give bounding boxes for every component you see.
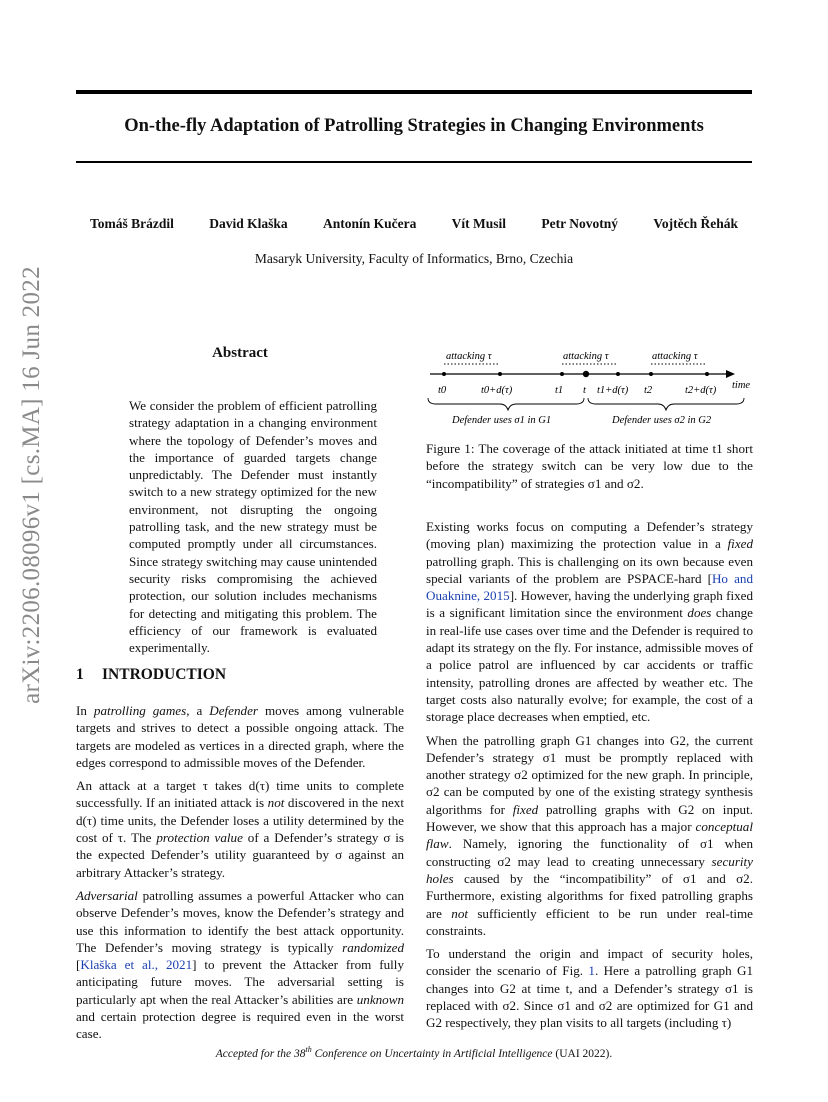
paragraph: Existing works focus on computing a Defender’s strategy (moving plan) maximizing the protection value in a fixed patrolling graph. This is challenging on its own because even special variants of the problem are PSPACE-hard [Ho and Ouaknine, 2015]. However, having the underlying graph fixed is a significant limitation since the environment does change in real-life use cases over time and the Defender is required to adapt its strategy on the fly. For instance, admissible moves of a police patrol are influenced by car accidents or traffic intensity, patrolling drones are affected by weather etc. The target costs also naturally evolve; for example, the cost of a storage place decreases when emptied, etc. (426, 519, 754, 725)
figure-link[interactable]: 1 (588, 963, 595, 979)
timeline-figure (426, 342, 753, 432)
abstract-heading: Abstract (212, 345, 268, 361)
switch-dot (583, 371, 589, 377)
axis-arrow (726, 370, 735, 378)
affiliation: Masaryk University, Faculty of Informatics, Brno, Czechia (254, 251, 574, 266)
author: Tomáš Brázdil (90, 216, 174, 231)
brace-right (588, 398, 744, 410)
tick-dot (705, 372, 709, 376)
paragraph: When the patrolling graph G1 changes into G2, the current Defender’s strategy σ1 must be promptly replaced with another strategy σ2 optimized for the new graph. In principle, σ2 can be computed by one of the existing strategy synthesis algorithms for fixed patrolling graphs with G2 on input. However, we show that this approach has a major conceptual flaw. Namely, ignoring the functionality of σ1 when constructing σ2 may lead to creating unnecessary security holes caused by the “incompatibility” of σ1 and σ2. Furthermore, existing algorithms for fixed patrolling graphs are not sufficiently efficient to be run under real-time constraints. (426, 732, 753, 938)
paragraph: Adversarial patrolling assumes a powerful Attacker who can observe Defender’s moves, know the Defender’s strategy and use this information to identify the best attack opportunity. The Defender’s moving strategy is typically randomized [Klaška et al., 2021] to prevent the Attacker from fully anticipating future moves. The adversarial setting is particularly apt when the real Attacker’s abilities are unknown and certain protection degree is required even in the worst case. (76, 887, 404, 1042)
top-rule (76, 90, 752, 94)
author: Vojtěch Řehák (653, 216, 738, 231)
section-heading (76, 666, 226, 684)
title-rule (76, 161, 752, 163)
brace-left-label: Defender uses σ1 in G1 (452, 415, 552, 426)
arxiv-stamp (12, 266, 52, 704)
paragraph: In patrolling games, a Defender moves among vulnerable targets and strives to detect a possible ongoing attack. The targets are modeled as vertices in a directed graph, where the edges correspond to admissible moves of the Defender. (76, 703, 404, 770)
footer-note: Accepted for the 38th Conference on Uncertainty in Artificial Intelligence (UAI 2022). (215, 1045, 613, 1060)
author-list (76, 216, 752, 232)
tick-label: t0+d(τ) (481, 385, 513, 396)
tick-dot (442, 372, 446, 376)
author: Vít Musil (451, 216, 507, 231)
attack-label: attacking τ (446, 351, 492, 362)
section-number: 1 (76, 666, 84, 683)
paper-title: On-the-fly Adaptation of Patrolling Strategies in Changing Environments (124, 116, 704, 136)
author: Petr Novotný (541, 216, 619, 231)
paragraph: To understand the origin and impact of security holes, consider the scenario of Fig. 1. Here a patrolling graph G1 changes into G2 at time t, and a Defender’s strategy σ1 is replaced with σ2. Since σ1 and σ2 are optimized for G1 and G2 respectively, they plan visits to all targets (including τ) (426, 946, 753, 1031)
time-label: time (732, 380, 751, 391)
right-column-body (426, 518, 753, 1038)
tick-label: t2 (644, 385, 653, 396)
tick-dot (649, 372, 653, 376)
section-title: INTRODUCTION (102, 666, 227, 683)
author: David Klaška (209, 216, 288, 231)
tick-label: t2+d(τ) (685, 385, 717, 396)
paragraph: An attack at a target τ takes d(τ) time units to complete successfully. If an initiated attack is not discovered in the next d(τ) time units, the Defender loses a utility determined by the cost of τ. The protection value of a Defender’s strategy σ is the expected Defender’s utility guaranteed by σ against an arbitrary Attacker’s strategy. (76, 778, 404, 880)
tick-dot (498, 372, 502, 376)
author: Antonín Kučera (322, 216, 417, 231)
tick-label: t1 (555, 385, 564, 396)
brace-right-label: Defender uses σ2 in G2 (612, 415, 712, 426)
tick-label: t1+d(τ) (597, 385, 629, 396)
tick-dot (560, 372, 564, 376)
tick-dot (616, 372, 620, 376)
tick-label: t (583, 385, 586, 396)
attack-label: attacking τ (652, 351, 698, 362)
arxiv-stamp-text: arXiv:2206.08096v1 [cs.MA] 16 Jun 2022 (18, 266, 45, 704)
timeline-diagram (426, 342, 753, 432)
left-column-body (76, 702, 404, 1049)
brace-left (428, 398, 584, 410)
figure-caption: Figure 1: The coverage of the attack initiated at time t1 short before the strategy switch can be very low due to the “incompatibility” of strategies σ1 and σ2. (426, 441, 753, 491)
citation-link[interactable]: Klaška et al., 2021 (80, 957, 193, 973)
citation-link[interactable]: Ho and Ouaknine, 2015 (426, 570, 753, 604)
tick-label: t0 (438, 385, 447, 396)
abstract-text: We consider the problem of efficient patrolling strategy adaptation in a changing environment where the topology of Defender’s moves and the importance of guarded targets change unpredictably. The Defender must instantly switch to a new strategy optimized for the new environment, not disrupting the ongoing patrolling task, and the new strategy must be computed promptly under all circumstances. Since strategy switching may cause unintended security risks compromising the achieved protection, our solution includes mechanisms for detecting and mitigating this problem. The efficiency of our framework is evaluated experimentally. (129, 398, 377, 656)
attack-label: attacking τ (563, 351, 609, 362)
